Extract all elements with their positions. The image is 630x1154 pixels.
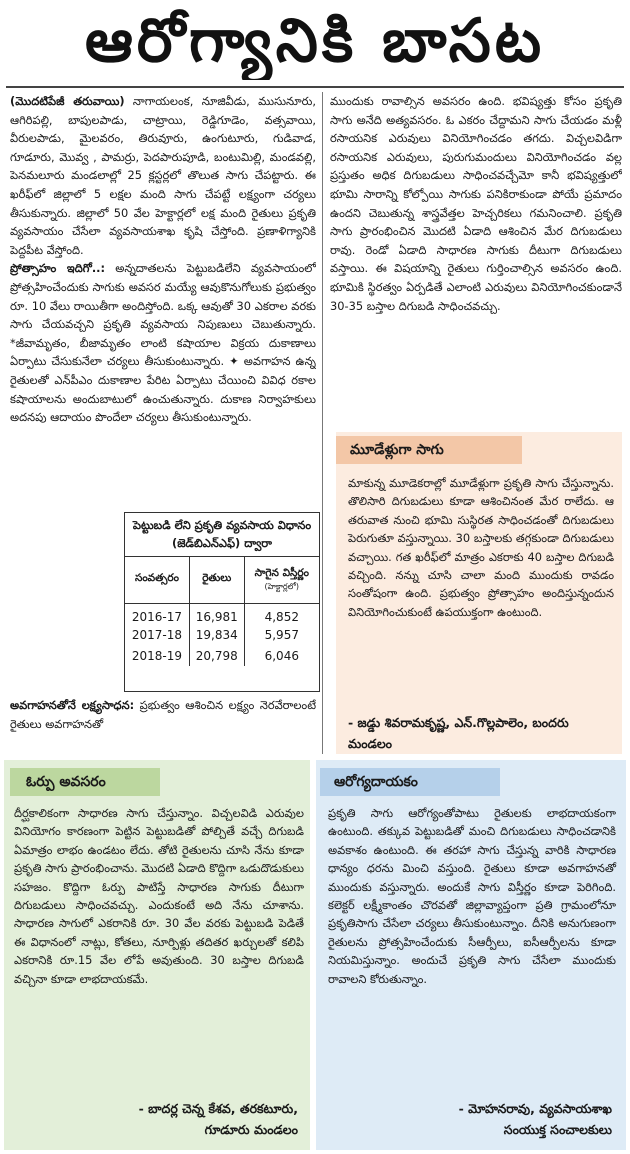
table-title: పెట్టుబడి లేని ప్రకృతి వ్యవసాయ విధానం (జెడ్‌బిఎన్‌ఎఫ్) ద్వారా <box>125 513 319 557</box>
table-cell-farmers: 20,798 <box>189 645 244 666</box>
quote-box-patience-signature <box>139 1098 298 1140</box>
table-header-farmers: రైతులు <box>189 557 244 603</box>
signature-line-1: - బాదర్ల చెన్న కేశవ, తరకటూరు, <box>138 1101 298 1116</box>
table-header-unit: (హెక్టార్లలో) <box>264 581 300 591</box>
table-cell-year: 2017-18 <box>125 624 189 645</box>
quote-box-three-years-tag: మూడేళ్లుగా సాగు <box>336 436 522 464</box>
left-paragraph-2 <box>10 259 316 426</box>
quote-box-healthy-signature <box>459 1098 612 1140</box>
left-column-bottom <box>10 696 316 756</box>
quote-box-patience-body: దీర్ఘకాలికంగా సాధారణ సాగు చేస్తున్నాం. విచ్చలవిడి ఎరువుల వినియోగం కారణంగా పెట్టిన పెట్టుబడితో పోల్చితే వచ్చే దిగుబడి ఏమాత్రం లాభం ఉండటం లేదు. తోటి రైతులను చూసి నేను కూడా ప్రకృతి సాగు ప్రారంభించాను. మొదటి ఏడాది కొద్దిగా ఒడుదొడుకులు సహజం. కొద్దిగా ఓర్పు పాటిస్తే సాధారణ సాగుకు దీటుగా దిగుబడులు సాధించవచ్చు. ఎందుకంటే అది నేను చూశాను. సాధారణ సాగులో ఎకరానికి రూ. 30 వేల వరకు పెట్టుబడి పెడితే ఈ విధానంలో నాట్లు, కోతలు, నూర్పిళ్లు తదితర ఖర్చులతో కలిపి ఎకరానికి రూ.15 వేల లోపే అవుతుంది. 30 బస్తాల దిగుబడి వచ్చినా కూడా లాభదాయకమే. <box>14 806 304 986</box>
table-cell-area: 6,046 <box>264 648 299 663</box>
right-column <box>330 92 622 426</box>
left-paragraph-2-text: అన్నదాతలను పెట్టుబడిలేని వ్యవసాయంలో ప్రోత్సహించేందుకు సాగుకు అవసర మయ్యే ఆవుకొనుగోలుకు ప్రభుత్వం రూ. 10 వేలు రాయితీగా అందిస్తోంది. ఒక్క ఆవుతో 30 ఎకరాల వరకు సాగు చేయవచ్చని ప్రకృతి వ్యవసాయ నిపుణులు చెబుతున్నారు. *జీవామృతం, బీజామృతం లాంటి కషాయాల విక్రయ దుకాణాలు ఏర్పాటు చేసుకునేలా చర్యలు తీసుకుంటున్నారు. ✦ అవగాహన ఉన్న రైతులతో ఎన్‌పీఎం దుకాణాల పేరిట ఏర్పాటు చేయించి వివిధ రకాల కషాయాలను అందుబాటులో ఉంచుతున్నారు. దుకాణ నిర్వాహకులు అదనపు ఆదాయం పొందేలా చర్యలు తీసుకుంటున్నారు. <box>10 261 316 425</box>
signature-line-2: గూడూరు మండలం <box>204 1122 298 1137</box>
left-paragraph-3-text: ప్రభుత్వం ఆశించిన లక్ష్యం నెరవేరాలంటే రైతులు అవగాహనతో <box>10 698 316 731</box>
table-cell-area: 4,852 <box>264 609 299 624</box>
right-paragraph: ముందుకు రావాల్సిన అవసరం ఉంది. భవిష్యత్తు కోసం ప్రకృతి సాగు అనేది అత్యవసరం. ఓ ఎకరం చేద్దామని సాగు చేయడం మళ్లీ రసాయనిక ఎరువులు వినియోగించడం తగదు. విచ్చలవిడిగా రసాయనిక ఎరువులు, పురుగుమందులు వినియోగించడం వల్ల ప్రస్తుతం అధిక దిగుబడులు సాధించవచ్చేమో కానీ భవిష్యత్తులో భూమి సారాన్ని కోల్పోయి సాగుకు పనికిరాకుండా పోయే ప్రమాదం ఉందని చెబుతున్న శాస్త్రవేత్తల హెచ్చరికలు గమనించాలి. ప్రకృతి సాగు ప్రారంభించిన మొదటి ఏడాది ఆశించిన మేర దిగుబడులు రావు. రెండో ఏడాది సాధారణ సాగుకు దీటుగా దిగుబడులు వస్తాయి. ఈ విషయాన్ని రైతులు గుర్తించాల్సిన అవసరం ఉంది. భూమికి స్థిరత్వం ఏర్పడితే ఎలాంటి ఎరువులు వినియోగించకుండానే 30-35 బస్తాల దిగుబడి సాధించవచ్చు. <box>330 94 622 313</box>
table-row <box>125 645 319 666</box>
quote-box-three-years <box>336 432 622 754</box>
table-header-year: సంవత్సరం <box>125 557 189 603</box>
table-row <box>125 624 319 645</box>
left-paragraph-1 <box>10 92 316 259</box>
left-column-wrap <box>10 512 120 696</box>
subhead-encouragement: ప్రోత్సాహం ఇదిగో..: <box>10 261 106 276</box>
quote-box-three-years-body: మాకున్న మూడెకరాల్లో మూడేళ్లుగా ప్రకృతి సాగు చేస్తున్నాను. తొలిసారి దిగుబడులు కూడా ఆశించినంత మేర రాలేదు. ఆ తరువాత నుంచి భూమి సుస్థిరత సాధించడంతో దిగుబడులు పెరుగుతూ వస్తున్నాయి. 30 బస్తాలకు తగ్గకుండా దిగుబడులు వచ్చాయి. గత ఖరీఫ్‌లో మాత్రం ఎకరాకు 40 బస్తాల దిగుబడి వచ్చింది. నన్ను చూసి చాలా మంది ముందుకు రావడం సంతోషంగా ఉంది. ప్రభుత్వం ప్రోత్సాహం అందిస్తున్నందున వినియోగించుకుంటే ఉపయుక్తంగా ఉంటుంది. <box>348 476 614 619</box>
table-cell-year: 2016-17 <box>125 603 189 624</box>
quote-box-patience <box>4 760 310 1150</box>
column-divider <box>322 92 323 754</box>
statistics-table-box <box>124 512 320 692</box>
table-cell-farmers: 16,981 <box>189 603 244 624</box>
quote-box-healthy <box>316 760 626 1150</box>
quote-box-patience-tag: ఓర్పు అవసరం <box>10 768 160 796</box>
left-column-top <box>10 92 316 512</box>
statistics-table <box>125 557 319 666</box>
quote-box-three-years-signature: - జడ్డు శివరామకృష్ణ, ఎన్‌.గొల్లపాలెం, బందరు మండలం <box>348 715 569 751</box>
continued-from-label: (మొదటిపేజీ తరువాయి) <box>10 94 125 108</box>
quote-box-healthy-tag: ఆరోగ్యదాయకం <box>320 768 500 796</box>
signature-line-2: సంయుక్త సంచాలకులు <box>503 1122 612 1137</box>
headline: ఆరోగ్యానికి బాసట <box>84 6 546 76</box>
signature-line-1: - మోహనరావు, వ్యవసాయశాఖ <box>458 1101 612 1116</box>
table-header-area-label: సాగైన విస్తీర్ణం <box>254 566 309 579</box>
headline-rule <box>6 86 624 88</box>
table-row <box>125 603 319 624</box>
left-paragraph-3 <box>10 696 316 733</box>
table-cell-area: 5,957 <box>264 627 299 642</box>
left-paragraph-1-text: నాగాయలంక, నూజివీడు, ముసునూరు, ఆగిరిపల్లి, బాపులపాడు, చాట్రాయి, రెడ్డిగూడెం, వత్సవాయి, వీరులపాడు, మైలవరం, తిరువూరు, ఉంగుటూరు, గుడివాడ, గూడూరు, మొవ్వ , పామర్రు, పెదపారుపూడి, బంటుమిల్లి, మండవల్లి, పెనమలూరు మండలాల్లో 25 క్లస్టర్లలో తొలుత సాగు చేపట్టారు. ఈ ఖరీఫ్‌లో జిల్లాలో 5 లక్షల మంది సాగు చేపట్టే లక్ష్యంగా చర్యలు తీసుకున్నారు. జిల్లాలో 50 వేల హెక్టార్లలో లక్ష మంది రైతులు ప్రకృతి వ్యవసాయం చేసేలా వ్యవసాయశాఖ కృషి చేస్తోంది. ప్రణాళిగ్యానికి పెద్దపీట వేస్తోంది. <box>10 94 316 257</box>
table-header-area <box>244 557 319 603</box>
subhead-awareness: అవగాహనతోనే లక్ష్యసాధన: <box>10 698 135 712</box>
table-cell-year: 2018-19 <box>125 645 189 666</box>
table-cell-farmers: 19,834 <box>189 624 244 645</box>
quote-box-healthy-body: ప్రకృతి సాగు ఆరోగ్యంతోపాటు రైతులకు లాభదాయకంగా ఉంటుంది. తక్కువ పెట్టుబడితో మంచి దిగుబడులు సాధించడానికి అవకాశం ఉంటుంది. ఈ తరహా సాగు చేస్తున్న వారికి సాధారణ ధాన్యం ధరను మించి వస్తుంది. రైతులు కూడా అవగాహనతో ముందుకు వస్తున్నారు. అందుకే సాగు విస్తీర్ణం కూడా పెరిగింది. కలెక్టర్‌ లక్ష్మీకాంతం చొరవతో జిల్లావ్యాప్తంగా ప్రతి గ్రామంలోనూ ప్రకృతిసాగు చేసేలా చర్యలు తీసుకుంటున్నాం. దీనికి అనుగుణంగా రైతులను ప్రోత్సహించేందుకు సీఆర్పీలు, ఐసీఆర్పీలను కూడా నియమిస్తున్నాం. అందుచే ప్రకృతి సాగు చేసేలా ముందుకు రావాలని కోరుతున్నాం. <box>328 806 616 986</box>
